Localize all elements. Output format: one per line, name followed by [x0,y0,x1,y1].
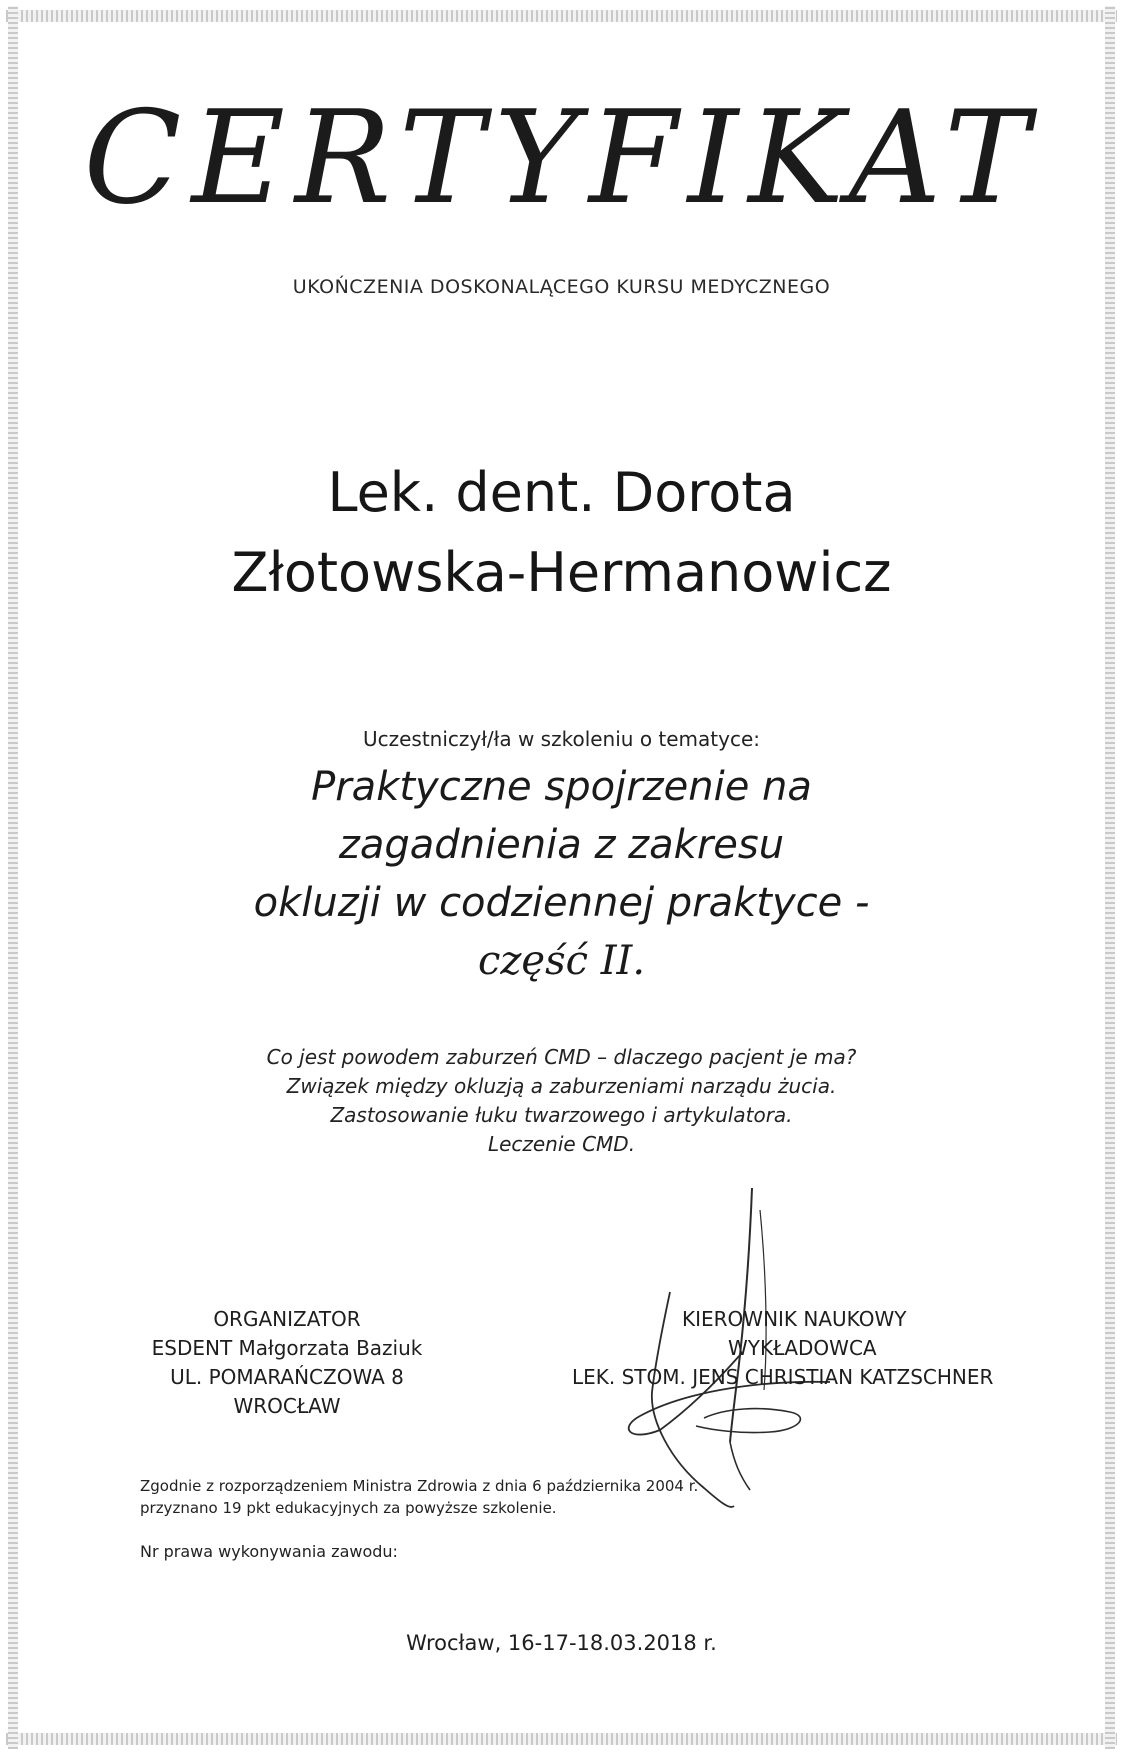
lecturer-line: LEK. STOM. JENS CHRISTIAN KATZSCHNER [572,1365,994,1389]
course-detail-line: Leczenie CMD. [487,1132,636,1156]
course-detail-line: Zastosowanie łuku twarzowego i artykulatora. [330,1103,793,1127]
recipient-name [0,453,1123,613]
course-details [0,1043,1123,1159]
certificate-subtitle: UKOŃCZENIA DOSKONALĄCEGO KURSU MEDYCZNEGO [292,276,831,298]
course-topic [0,758,1123,990]
lecturer-block [560,1305,1030,1392]
place-and-date: Wrocław, 16-17-18.03.2018 r. [406,1631,717,1655]
license-number-label: Nr prawa wykonywania zawodu: [140,1542,398,1561]
course-topic-line: okluzji w codziennej praktyce - [253,880,870,926]
legal-note-line: przyznano 19 pkt edukacyjnych za powyższe szkolenie. [140,1499,557,1517]
lecturer-line: WYKŁADOWCA [728,1336,877,1360]
organizer-line: ORGANIZATOR [213,1307,361,1331]
decorative-border-bottom [6,1733,1117,1745]
recipient-name-line-1: Lek. dent. Dorota [327,461,796,524]
course-topic-line: zagadnienia z zakresu [338,822,785,868]
course-topic-line: Praktyczne spojrzenie na [311,764,812,810]
decorative-border-top [6,10,1117,22]
participation-intro: Uczestniczył/ła w szkoleniu o tematyce: [362,727,761,751]
certificate-title: CERTYFIKAT [83,84,1040,233]
organizer-block [122,1305,452,1421]
recipient-name-line-2: Złotowska-Hermanowicz [231,541,892,604]
lecturer-line: KIEROWNIK NAUKOWY [682,1307,907,1331]
legal-note-line: Zgodnie z rozporządzeniem Ministra Zdrowia z dnia 6 października 2004 r. [140,1477,699,1495]
organizer-line: ESDENT Małgorzata Baziuk [151,1336,423,1360]
legal-note [140,1475,698,1519]
course-topic-line: część II. [477,938,646,984]
course-detail-line: Co jest powodem zaburzeń CMD – dlaczego pacjent je ma? [266,1045,857,1069]
organizer-line: WROCŁAW [233,1394,341,1418]
organizer-line: UL. POMARAŃCZOWA 8 [170,1365,404,1389]
course-detail-line: Związek między okluzją a zaburzeniami narządu żucia. [286,1074,837,1098]
